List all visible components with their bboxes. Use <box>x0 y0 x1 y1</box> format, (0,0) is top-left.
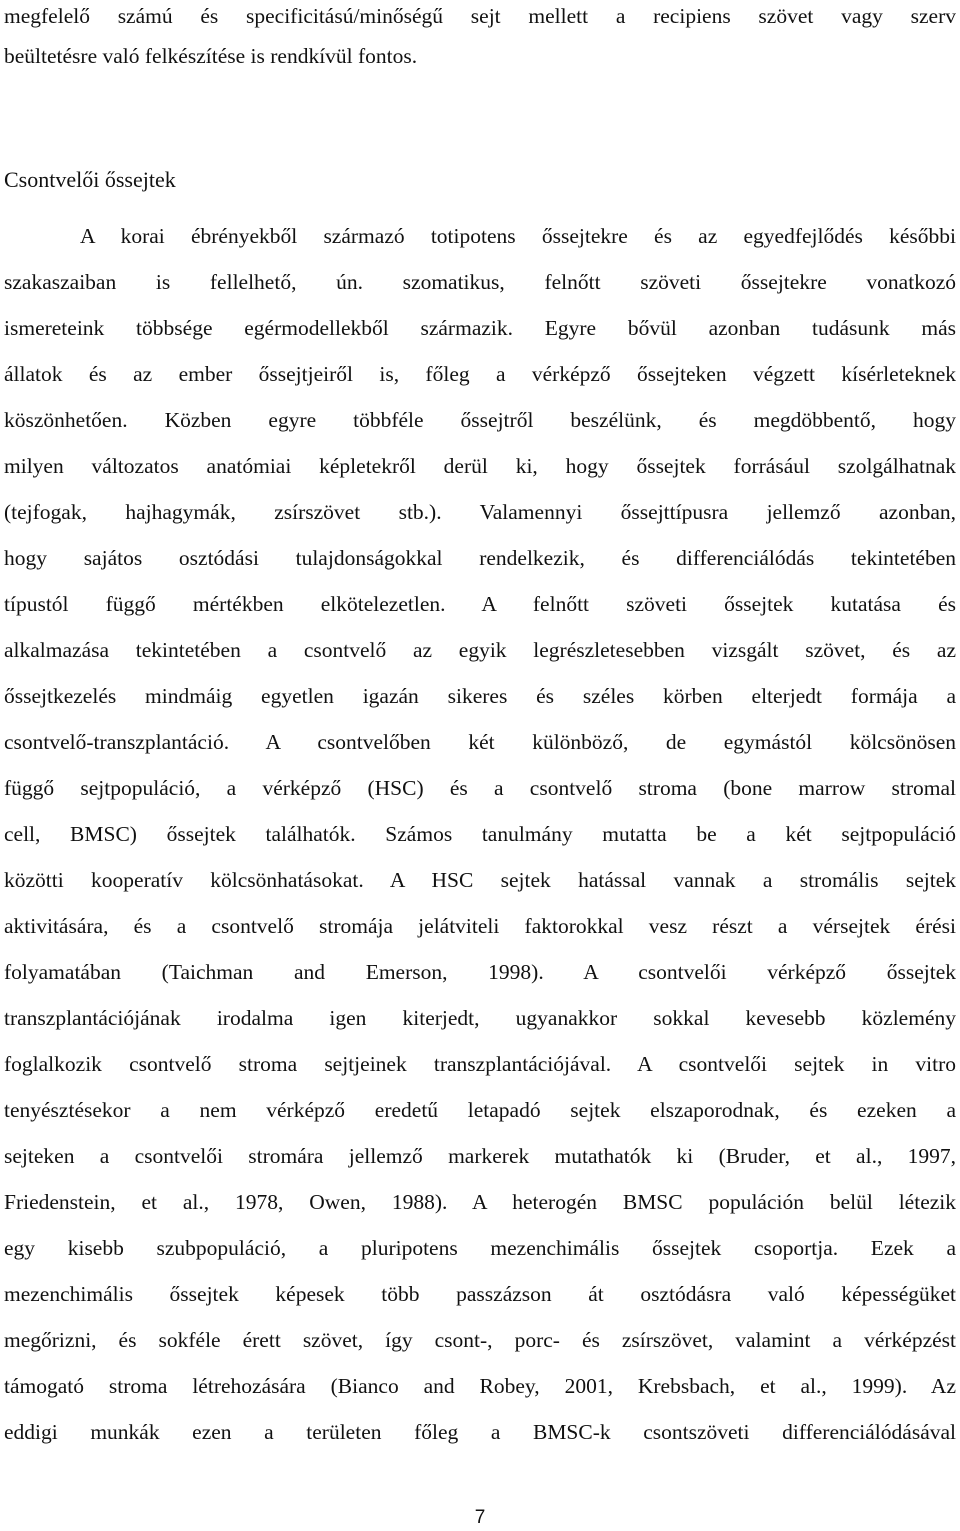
paragraph-line: (tejfogak, hajhagymák, zsírszövet stb.). Valamennyi őssejttípusra jellemző azonban, <box>4 500 956 524</box>
paragraph-line: őssejtkezelés mindmáig egyetlen igazán sikeres és széles körben elterjedt formája a <box>4 684 956 708</box>
paragraph-line: ismereteink többsége egérmodellekből származik. Egyre bővül azonban tudásunk más <box>4 316 956 340</box>
paragraph-line: mezenchimális őssejtek képesek több passzázson át osztódásra való képességüket <box>4 1282 956 1306</box>
paragraph-line: megőrizni, és sokféle érett szövet, így csont-, porc- és zsírszövet, valamint a vérképzést <box>4 1328 956 1352</box>
paragraph-line: cell, BMSC) őssejtek találhatók. Számos tanulmány mutatta be a két sejtpopuláció <box>4 822 956 846</box>
paragraph-line: Friedenstein, et al., 1978, Owen, 1988). A heterogén BMSC populáción belül létezik <box>4 1190 956 1214</box>
paragraph-line: tenyésztésekor a nem vérképző eredetű letapadó sejtek elszaporodnak, és ezeken a <box>4 1098 956 1122</box>
paragraph-line: függő sejtpopuláció, a vérképző (HSC) és a csontvelő stroma (bone marrow stromal <box>4 776 956 800</box>
paragraph-line: folyamatában (Taichman and Emerson, 1998). A csontvelői vérképző őssejtek <box>4 960 956 984</box>
intro-line-2: beültetésre való felkészítése is rendkívül fontos. <box>4 44 418 68</box>
paragraph-line: típustól függő mértékben elkötelezetlen. A felnőtt szöveti őssejtek kutatása és <box>4 592 956 616</box>
paragraph-line: milyen változatos anatómiai képletekről derül ki, hogy őssejtek forrásául szolgálhatnak <box>4 454 956 478</box>
paragraph-line: csontvelő-transzplantáció. A csontvelőben két különböző, de egymástól kölcsönösen <box>4 730 956 754</box>
paragraph-line: aktivitására, és a csontvelő stromája jelátviteli faktorokkal vesz részt a vérsejtek érési <box>4 914 956 938</box>
paragraph-line: állatok és az ember őssejtjeiről is, főleg a vérképző őssejteken végzett kísérleteknek <box>4 362 956 386</box>
page-number: 7 <box>474 1507 486 1528</box>
paragraph-line: A korai ébrényekből származó totipotens őssejtekre és az egyedfejlődés későbbi <box>80 224 956 248</box>
paragraph-line: szakaszaiban is fellelhető, ún. szomatikus, felnőtt szöveti őssejtekre vonatkozó <box>4 270 956 294</box>
paragraph-line: transzplantációjának irodalma igen kiterjedt, ugyanakkor sokkal kevesebb közlemény <box>4 1006 956 1030</box>
paragraph-line: eddigi munkák ezen a területen főleg a BMSC-k csontszöveti differenciálódásával <box>4 1420 956 1444</box>
paragraph-line: köszönhetően. Közben egyre többféle őssejtről beszélünk, és megdöbbentő, hogy <box>4 408 956 432</box>
paragraph-line: támogató stroma létrehozására (Bianco and Robey, 2001, Krebsbach, et al., 1999). Az <box>4 1374 956 1398</box>
paragraph-line: közötti kooperatív kölcsönhatásokat. A HSC sejtek hatással vannak a stromális sejtek <box>4 868 956 892</box>
intro-line-1: megfelelő számú és specificitású/minőségű sejt mellett a recipiens szövet vagy szerv <box>4 4 956 28</box>
paragraph-line: hogy sajátos osztódási tulajdonságokkal rendelkezik, és differenciálódás tekintetében <box>4 546 956 570</box>
section-title: Csontvelői őssejtek <box>4 167 176 192</box>
paragraph-line: egy kisebb szubpopuláció, a pluripotens mezenchimális őssejtek csoportja. Ezek a <box>4 1236 956 1260</box>
paragraph-line: sejteken a csontvelői stromára jellemző markerek mutathatók ki (Bruder, et al., 1997, <box>4 1144 956 1168</box>
paragraph-line: alkalmazása tekintetében a csontvelő az egyik legrészletesebben vizsgált szövet, és az <box>4 638 956 662</box>
paragraph-line: foglalkozik csontvelő stroma sejtjeinek transzplantációjával. A csontvelői sejtek in vitro <box>4 1052 956 1076</box>
